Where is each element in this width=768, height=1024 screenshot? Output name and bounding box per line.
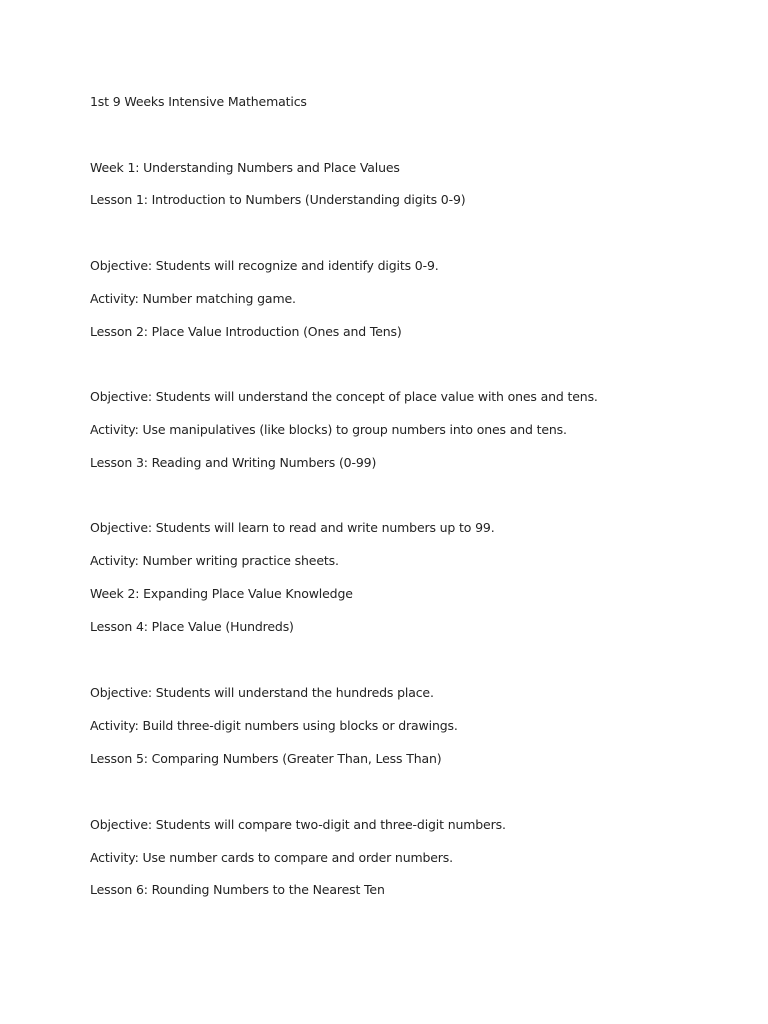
lesson-heading: Lesson 1: Introduction to Numbers (Understanding digits 0-9) (90, 192, 466, 207)
activity-line: Activity: Build three-digit numbers using blocks or drawings. (90, 718, 458, 733)
lesson-heading: Lesson 2: Place Value Introduction (Ones and Tens) (90, 324, 402, 339)
lesson-heading: Lesson 4: Place Value (Hundreds) (90, 619, 294, 634)
week-heading: Week 1: Understanding Numbers and Place Values (90, 160, 400, 175)
objective-line: Objective: Students will learn to read and write numbers up to 99. (90, 520, 495, 535)
activity-line: Activity: Use manipulatives (like blocks) to group numbers into ones and tens. (90, 422, 567, 437)
lesson-heading: Lesson 5: Comparing Numbers (Greater Than, Less Than) (90, 751, 442, 766)
document-title: 1st 9 Weeks Intensive Mathematics (90, 94, 307, 109)
activity-line: Activity: Use number cards to compare and order numbers. (90, 850, 453, 865)
objective-line: Objective: Students will recognize and identify digits 0-9. (90, 258, 439, 273)
objective-line: Objective: Students will understand the hundreds place. (90, 685, 434, 700)
objective-line: Objective: Students will compare two-digit and three-digit numbers. (90, 817, 506, 832)
activity-line: Activity: Number matching game. (90, 291, 296, 306)
lesson-heading: Lesson 3: Reading and Writing Numbers (0-99) (90, 455, 377, 470)
objective-line: Objective: Students will understand the concept of place value with ones and tens. (90, 389, 598, 404)
week-heading: Week 2: Expanding Place Value Knowledge (90, 586, 353, 601)
activity-line: Activity: Number writing practice sheets. (90, 553, 339, 568)
lesson-heading: Lesson 6: Rounding Numbers to the Nearest Ten (90, 882, 385, 897)
